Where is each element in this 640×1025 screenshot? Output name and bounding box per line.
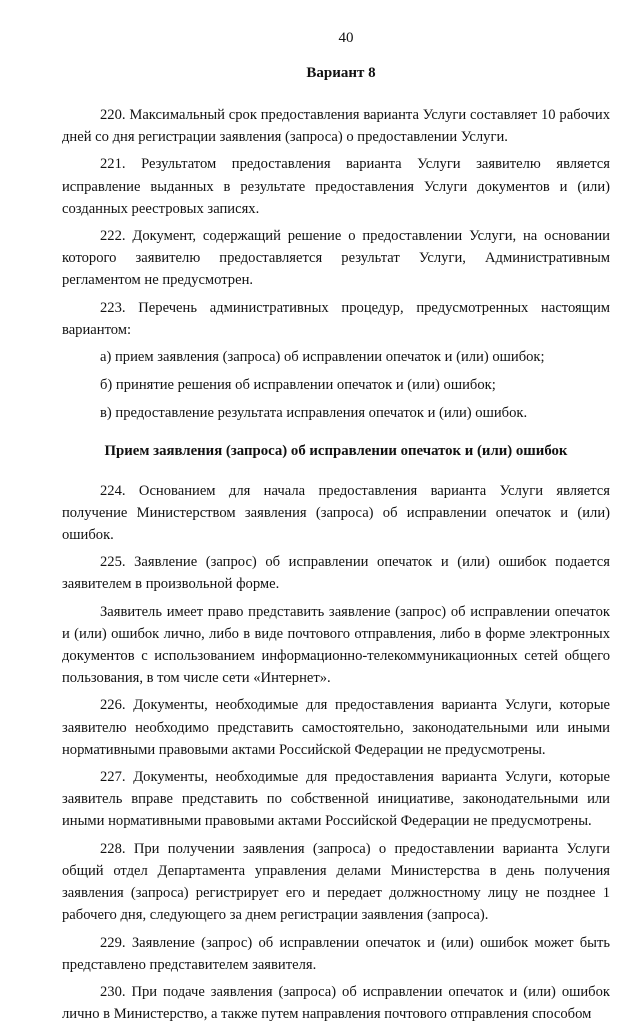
subheading: Прием заявления (запроса) об исправлении опечаток и (или) ошибок xyxy=(104,442,568,459)
page-number: 40 xyxy=(338,30,354,46)
paragraph-223: 223. Перечень административных процедур, предусмотренных настоящим вариантом: xyxy=(62,299,610,338)
paragraph-225: 225. Заявление (запрос) об исправлении опечаток и (или) ошибок подается заявителем в произвольной форме. xyxy=(62,554,610,593)
paragraph-226: 226. Документы, необходимые для предоставления варианта Услуги, которые заявителю необходимо представить самостоятельно, законодательными или иными нормативными правовыми актами Российской Федерации не предусмотрены. xyxy=(62,697,610,758)
paragraph-228: 228. При получении заявления (запроса) о предоставлении варианта Услуги общий отдел Департамента управления делами Министерства в день получения заявления (запроса) регистрирует его и передает должностному лицу не позднее 1 рабочего дня, следующего за днем регистрации заявления (запроса). xyxy=(62,840,610,924)
paragraph-230: 230. При подаче заявления (запроса) об исправлении опечаток и (или) ошибок лично в Министерство, а также путем направления почтового отправления способом xyxy=(62,983,610,1023)
paragraph-227: 227. Документы, необходимые для предоставления варианта Услуги, которые заявитель вправе представить по собственной инициативе, законодательными или иными нормативными правовыми актами Российской Федерации не предусмотрены. xyxy=(62,769,610,830)
paragraph-221: 221. Результатом предоставления варианта Услуги заявителю является исправление выданных в результате предоставления Услуги документов и (или) созданных реестровых записях. xyxy=(62,156,610,217)
list-item-c: в) предоставление результата исправления опечаток и (или) ошибок. xyxy=(100,405,528,422)
paragraph-222: 222. Документ, содержащий решение о предоставлении Услуги, на основании которого заявителю предоставляется результат Услуги, Административным регламентом не предусмотрен. xyxy=(62,228,610,289)
list-item-a: а) прием заявления (запроса) об исправлении опечаток и (или) ошибок; xyxy=(100,349,545,366)
paragraph-225-cont: Заявитель имеет право представить заявление (запрос) об исправлении опечаток и (или) ошибок лично, либо в виде почтового отправления, либо в форме электронных документов с использованием информационно-телекоммуникационных сетей общего пользования, в том числе сети «Интернет». xyxy=(62,603,610,687)
paragraph-229: 229. Заявление (запрос) об исправлении опечаток и (или) ошибок может быть представлено представителем заявителя. xyxy=(62,934,610,973)
paragraph-220: 220. Максимальный срок предоставления варианта Услуги составляет 10 рабочих дней со дня регистрации заявления (запроса) о предоставлении Услуги. xyxy=(62,107,610,146)
list-item-b: б) принятие решения об исправлении опечаток и (или) ошибок; xyxy=(100,377,496,394)
paragraph-224: 224. Основанием для начала предоставления варианта Услуги является получение Министерством заявления (запроса) об исправлении опечаток и (или) ошибок. xyxy=(62,482,610,544)
section-title: Вариант 8 xyxy=(306,65,376,81)
